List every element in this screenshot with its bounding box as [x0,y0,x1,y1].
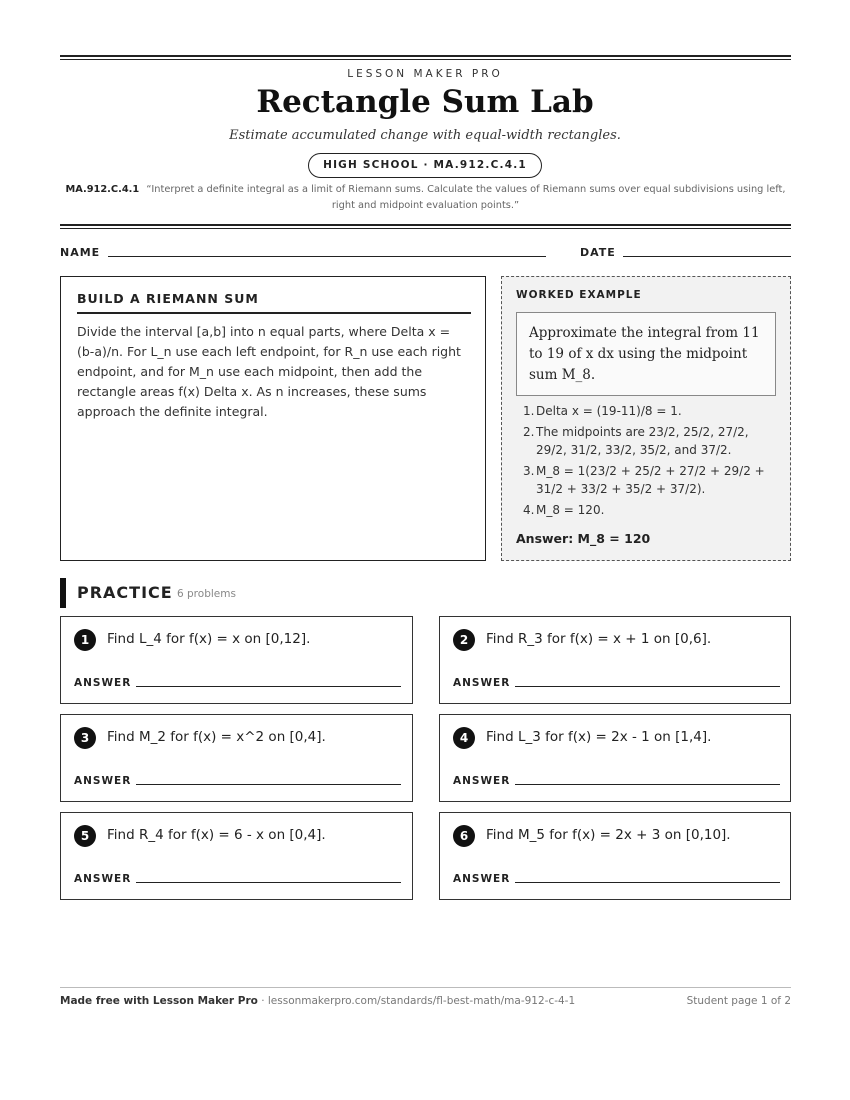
answer-field[interactable] [515,882,780,883]
top-rule-thin [60,59,791,60]
name-field[interactable] [108,256,546,257]
brand-name: LESSON MAKER PRO [347,68,503,80]
problem-text: Find R_3 for f(x) = x + 1 on [0,6]. [486,631,712,647]
concept-box [60,276,486,561]
answer-label: ANSWER [74,873,132,885]
top-rule [60,55,791,57]
problem-text: Find M_5 for f(x) = 2x + 3 on [0,10]. [486,827,731,843]
grade-standard-pill: HIGH SCHOOL · MA.912.C.4.1 [308,153,542,178]
problem-card-4 [439,714,791,802]
problem-card-5 [60,812,413,900]
answer-label: ANSWER [453,677,511,689]
worked-example-step [516,423,778,459]
standard-text: “Interpret a definite integral as a limit of Riemann sums. Calculate the values of Riemann sums over equal subdivisions using left, right and midpoint evaluation points.” [146,184,786,211]
problem-text: Find L_4 for f(x) = x on [0,12]. [107,631,311,647]
problem-number-badge: 5 [74,825,96,847]
date-label: DATE [580,246,616,259]
answer-field[interactable] [136,686,401,687]
step-number: 3. [523,464,535,478]
answer-field[interactable] [515,686,780,687]
page-title: Rectangle Sum Lab [256,84,594,120]
problem-card-6 [439,812,791,900]
answer-label: ANSWER [74,677,132,689]
worked-example-step [516,462,778,498]
date-field[interactable] [623,256,791,257]
worked-example-step [516,501,778,519]
step-number: 1. [523,404,535,418]
header-rule [60,224,791,226]
name-label: NAME [60,246,101,259]
practice-count: 6 problems [177,588,236,600]
worked-example-problem: Approximate the integral from 11 to 19 of x dx using the midpoint sum M_8. [516,312,776,396]
problem-text: Find L_3 for f(x) = 2x - 1 on [1,4]. [486,729,712,745]
step-text: M_8 = 120. [536,503,605,517]
answer-field[interactable] [515,784,780,785]
standard-code: MA.912.C.4.1 [65,184,140,195]
page-subtitle: Estimate accumulated change with equal-width rectangles. [229,128,621,143]
answer-field[interactable] [136,882,401,883]
problem-card-1 [60,616,413,704]
answer-field[interactable] [136,784,401,785]
practice-accent-bar [60,578,66,608]
worked-example-answer: Answer: M_8 = 120 [516,531,651,546]
concept-heading: BUILD A RIEMANN SUM [77,291,471,314]
answer-label: ANSWER [453,873,511,885]
footer-rule [60,987,791,988]
problem-number-badge: 4 [453,727,475,749]
worked-example-box [501,276,791,561]
problem-text: Find R_4 for f(x) = 6 - x on [0,4]. [107,827,326,843]
standard-description [60,182,791,214]
step-text: Delta x = (19-11)/8 = 1. [536,404,682,418]
header-rule-thin [60,228,791,229]
worked-example-step [516,402,778,420]
step-number: 4. [523,503,535,517]
problem-number-badge: 6 [453,825,475,847]
problem-card-2 [439,616,791,704]
step-number: 2. [523,425,535,439]
worked-example-label: WORKED EXAMPLE [516,289,642,301]
footer-made-with: Made free with Lesson Maker Pro [60,995,258,1007]
problem-number-badge: 1 [74,629,96,651]
problem-number-badge: 2 [453,629,475,651]
footer-page-number: Student page 1 of 2 [686,995,791,1007]
practice-title: PRACTICE [77,583,173,602]
footer-credit [60,995,575,1007]
concept-body: Divide the interval [a,b] into n equal parts, where Delta x = (b-a)/n. For L_n use each left endpoint, for R_n use each right endpoint, and for M_n use each midpoint, then add the rectangle areas f(x) Delta x. As n increases, these sums approach the definite integral. [77,324,461,419]
problem-card-3 [60,714,413,802]
answer-label: ANSWER [74,775,132,787]
answer-label: ANSWER [453,775,511,787]
step-text: The midpoints are 23/2, 25/2, 27/2, 29/2, 31/2, 33/2, 35/2, and 37/2. [536,425,749,457]
worked-example-steps [516,402,778,522]
problem-number-badge: 3 [74,727,96,749]
footer-url[interactable]: · lessonmakerpro.com/standards/fl-best-math/ma-912-c-4-1 [257,995,576,1007]
problem-text: Find M_2 for f(x) = x^2 on [0,4]. [107,729,326,745]
step-text: M_8 = 1(23/2 + 25/2 + 27/2 + 29/2 + 31/2 + 33/2 + 35/2 + 37/2). [536,464,765,496]
